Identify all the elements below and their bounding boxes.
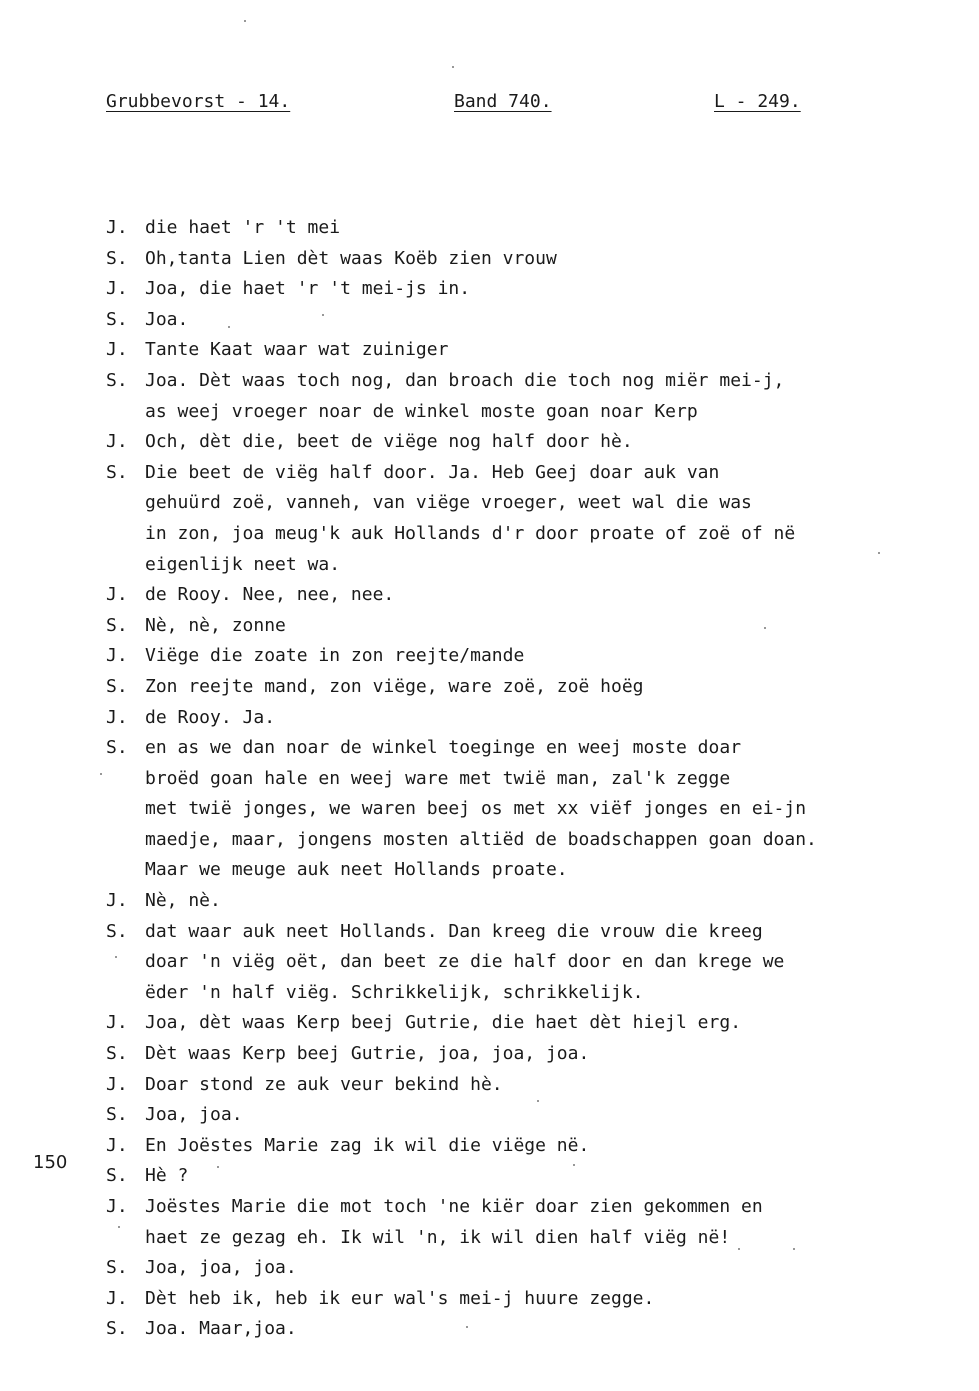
utterance-text: Viëge die zoate in zon reejte/mande [145, 645, 525, 667]
utterance-text: met twië jonges, we waren beej os met xx viëf jonges en ei-jn [145, 798, 807, 820]
utterance-text: haet ze gezag eh. Ik wil 'n, ik wil dien half viëg në! [145, 1226, 731, 1248]
speaker-label: S. [106, 1104, 128, 1126]
scan-speck [322, 314, 324, 316]
transcript-line [106, 855, 926, 886]
utterance-text: de Rooy. Ja. [145, 706, 276, 728]
utterance-text: dat waar auk neet Hollands. Dan kreeg die vrouw die kreeg [145, 920, 763, 942]
scan-speck [537, 1100, 539, 1102]
utterance-text: Joa, joa, joa. [145, 1257, 297, 1279]
scan-speck [573, 1164, 575, 1166]
utterance-text: gehuürd zoë, vanneh, van viëge vroeger, weet wal die was [145, 492, 752, 514]
utterance-text: Nè, nè, zonne [145, 614, 286, 636]
utterance-text: Joa, dèt waas Kerp beej Gutrie, die haet dèt hiejl erg. [145, 1012, 742, 1034]
transcript-line [106, 978, 926, 1009]
speaker-label: S. [106, 461, 128, 483]
transcript-line [106, 305, 926, 336]
speaker-label: S. [106, 369, 128, 391]
utterance-text: Maar we meuge auk neet Hollands proate. [145, 859, 568, 881]
speaker-label: S. [106, 247, 128, 269]
scan-speck [217, 1166, 219, 1168]
transcript-line [106, 641, 926, 672]
transcript-line [106, 794, 926, 825]
speaker-label [106, 764, 145, 795]
utterance-text: en as we dan noar de winkel toeginge en weej moste doar [145, 737, 742, 759]
transcript-line [106, 1253, 926, 1284]
transcript-line [106, 244, 926, 275]
transcript-line [106, 703, 926, 734]
speaker-label [106, 947, 145, 978]
transcript-line [106, 917, 926, 948]
speaker-label: S. [106, 614, 128, 636]
speaker-label: S. [106, 737, 128, 759]
scan-speck [100, 773, 102, 775]
margin-line-number: 150 [33, 1152, 68, 1173]
page-header [0, 91, 979, 117]
transcript-line [106, 427, 926, 458]
scan-speck [115, 956, 117, 958]
transcript-line [106, 886, 926, 917]
header-location: Grubbevorst - 14. [106, 91, 291, 112]
scan-speck [452, 66, 454, 68]
speaker-label [106, 855, 145, 886]
scan-speck [764, 627, 766, 629]
utterance-text: Dèt waas Kerp beej Gutrie, joa, joa, joa. [145, 1043, 590, 1065]
speaker-label: J. [106, 1073, 128, 1095]
transcript-line [106, 213, 926, 244]
transcript-body [106, 213, 926, 1345]
transcript-line [106, 550, 926, 581]
utterance-text: En Joëstes Marie zag ik wil die viëge në. [145, 1134, 590, 1156]
transcript-line [106, 1161, 926, 1192]
header-tape-number: Band 740. [454, 91, 552, 112]
speaker-label [106, 1223, 145, 1254]
speaker-label: J. [106, 278, 128, 300]
speaker-label: J. [106, 1196, 128, 1217]
transcript-line [106, 488, 926, 519]
utterance-text: Tante Kaat waar wat zuiniger [145, 339, 449, 361]
speaker-label: S. [106, 1318, 128, 1340]
transcript-line [106, 611, 926, 642]
transcript-line [106, 274, 926, 305]
utterance-text: eigenlijk neet wa. [145, 553, 341, 575]
speaker-label: J. [106, 1012, 128, 1034]
scan-speck [228, 326, 230, 328]
utterance-text: Die beet de viëg half door. Ja. Heb Geej doar auk van [145, 461, 720, 483]
speaker-label: S. [106, 675, 128, 697]
utterance-text: de Rooy. Nee, nee, nee. [145, 584, 395, 606]
transcript-line [106, 335, 926, 366]
speaker-label [106, 488, 145, 519]
utterance-text: Och, dèt die, beet de viëge nog half door hè. [145, 431, 633, 453]
speaker-label: S. [106, 1043, 128, 1065]
transcript-line [106, 1039, 926, 1070]
transcript-line [106, 397, 926, 428]
speaker-label [106, 794, 145, 825]
speaker-label [106, 825, 145, 856]
utterance-text: die haet 'r 't mei [145, 217, 341, 238]
speaker-label [106, 550, 145, 581]
transcript-line [106, 1131, 926, 1162]
utterance-text: Doar stond ze auk veur bekind hè. [145, 1073, 503, 1095]
transcript-line [106, 366, 926, 397]
transcript-line [106, 825, 926, 856]
speaker-label: J. [106, 217, 128, 238]
transcript-line [106, 1284, 926, 1315]
speaker-label: J. [106, 645, 128, 667]
speaker-label: J. [106, 706, 128, 728]
scan-speck [878, 552, 880, 554]
scan-speck [466, 1326, 468, 1328]
transcript-line [106, 733, 926, 764]
header-page-number: L - 249. [714, 91, 801, 112]
transcript-line [106, 672, 926, 703]
speaker-label: J. [106, 339, 128, 361]
utterance-text: Zon reejte mand, zon viëge, ware zoë, zoë hoëg [145, 675, 644, 697]
transcript-line [106, 1314, 926, 1345]
transcript-line [106, 1008, 926, 1039]
scan-speck [793, 1248, 795, 1250]
utterance-text: as weej vroeger noar de winkel moste goan noar Kerp [145, 400, 698, 422]
scan-speck [118, 1226, 120, 1228]
transcript-line [106, 519, 926, 550]
speaker-label: S. [106, 1165, 128, 1187]
speaker-label [106, 978, 145, 1009]
speaker-label: J. [106, 890, 128, 912]
speaker-label [106, 519, 145, 550]
utterance-text: broëd goan hale en weej ware met twië man, zal'k zegge [145, 767, 731, 789]
utterance-text: Dèt heb ik, heb ik eur wal's mei-j huure zegge. [145, 1287, 655, 1309]
utterance-text: Nè, nè. [145, 890, 221, 912]
utterance-text: Joëstes Marie die mot toch 'ne kiër doar zien gekommen en [145, 1196, 763, 1217]
utterance-text: Hè ? [145, 1165, 189, 1187]
speaker-label [106, 397, 145, 428]
utterance-text: Joa. Dèt waas toch nog, dan broach die toch nog miër mei-j, [145, 369, 785, 391]
transcript-line [106, 1070, 926, 1101]
utterance-text: Joa. Maar,joa. [145, 1318, 297, 1340]
speaker-label: S. [106, 1257, 128, 1279]
transcript-line [106, 580, 926, 611]
speaker-label: J. [106, 1287, 128, 1309]
speaker-label: J. [106, 1134, 128, 1156]
transcript-line [106, 458, 926, 489]
utterance-text: in zon, joa meug'k auk Hollands d'r door proate of zoë of në [145, 522, 796, 544]
speaker-label: J. [106, 431, 128, 453]
speaker-label: J. [106, 584, 128, 606]
scan-speck [738, 1248, 740, 1250]
utterance-text: Joa, die haet 'r 't mei-js in. [145, 278, 471, 300]
transcript-line [106, 1223, 926, 1254]
utterance-text: Joa, joa. [145, 1104, 243, 1126]
utterance-text: doar 'n viëg oët, dan beet ze die half door en dan krege we [145, 951, 785, 973]
speaker-label: S. [106, 920, 128, 942]
transcript-line [106, 1192, 926, 1223]
scan-speck [244, 20, 246, 22]
speaker-label: S. [106, 308, 128, 330]
utterance-text: ëder 'n half viëg. Schrikkelijk, schrikkelijk. [145, 981, 644, 1003]
transcript-line [106, 1100, 926, 1131]
utterance-text: Joa. [145, 308, 189, 330]
utterance-text: Oh,tanta Lien dèt waas Koëb zien vrouw [145, 247, 557, 269]
utterance-text: maedje, maar, jongens mosten altiëd de boadschappen goan doan. [145, 828, 817, 850]
transcript-line [106, 947, 926, 978]
transcript-line [106, 764, 926, 795]
